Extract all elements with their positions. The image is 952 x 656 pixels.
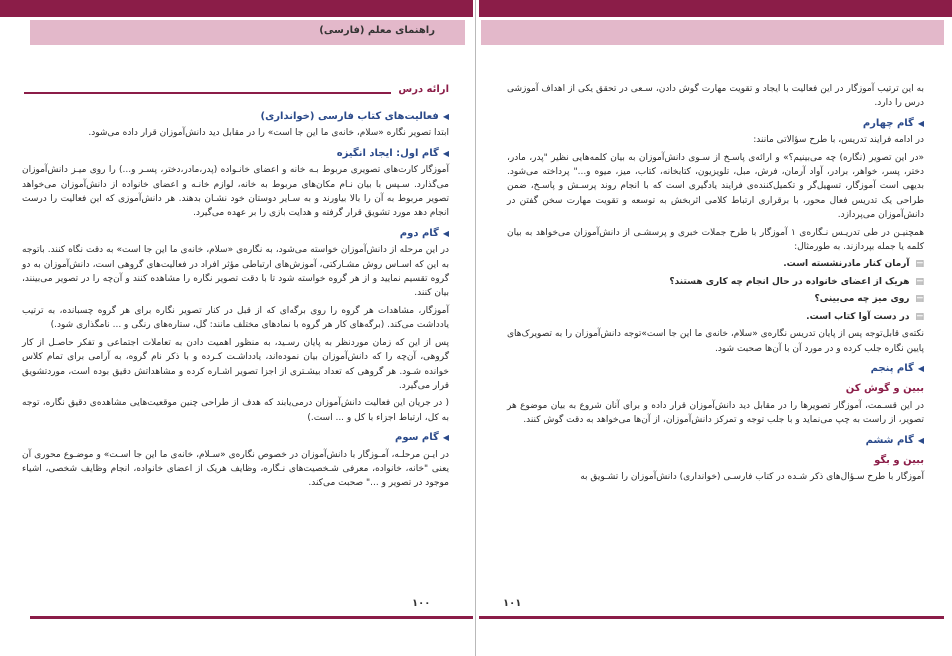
paragraph: به این ترتیب آموزگار در این فعالیت با ایجاد و تقویت مهارت گوش دادن، سـعی در تحقق یکی از اهداف آموزشی درس را دارد.	[507, 84, 924, 109]
left-page-content	[22, 104, 449, 494]
page-number: ۱۰۰	[412, 598, 431, 609]
top-color-bar	[479, 0, 952, 17]
subheading-see-and-say: ببین و بگو	[874, 454, 924, 466]
list-item: ▤هریک از اعضای خانواده در حال انجام چه کاری هستند؟	[669, 276, 924, 287]
header-band	[30, 20, 465, 45]
section-title-step6: ◀گام ششم	[865, 434, 924, 446]
left-page	[0, 0, 473, 656]
example-sentences-list	[507, 257, 924, 324]
paragraph: آموزگار، مشاهدات هر گروه را روی برگه‌ای که از قبل در کنار تصویر نگاره برای هر گروه چسبانده، به ترتیب یادداشت می‌کند. (برگه‌های کار هر گروه با نمادهای مختلف مانند: گل، ستاره‌های رنگی و ... نامگذاری شود.)	[22, 305, 449, 331]
paragraph: پس از این که زمان موردنظر به پایان رسـید، به منظور اهمیت دادن به تعاملات اجتماعی و تفکر حاصـل از کار گروهی، آن‌چه را که دانش‌آموزان بیان نموده‌اند، یادداشـت کـرده و با ذکر نام گروه، به آرامی برای تمام کلاس خوانده شـود. هر گروهی که تعداد بیشـتری از اجزا تصویر اشـاره کرده و مشاهداتش دقیق بوده است، موردتشویق قرار می‌گیرد.	[22, 337, 449, 391]
paragraph: «در این تصویر (نگاره) چه می‌بینیم؟» و ارائه‌ی پاسـخ از سـوی دانش‌آموزان به بیان کلمه‌هایی نظیر "پدر، مادر، دختر، پسر، خواهر، برادر، آواد آرمان، فرش، مبل، تلویزیون، کتابخانه، کتاب، میز، میوه و..." پرداخته می‌شود. بدیهی است آموزگار، تسهیل‌گر و تکمیل‌کننده‌ی فرایند یادگیری است که با انجام روند پرسـش و پاسـخ، ضمن طراحی یک تدریس فعال محور، با برقراری ارتباط کلامی اثربخش به توسعه و تقویت مهارت سخن گفتن در دانش‌آموزان می‌پردازد.	[507, 152, 924, 221]
paragraph: آموزگار با طرح سـؤال‌های ذکر شـده در کتاب فارسـی (خوانداری) دانش‌آموزان را تشـویق به	[580, 472, 924, 483]
paragraph: در این قسـمت، آموزگار تصویرها را در مقابل دید دانش‌آموزان قرار داده و برای آنان شروع به بیان موضوع هر تصویر، از راست به چپ می‌نماید و با جلب توجه و تمرکز دانش‌آموزان، از آن‌ها می‌خواهد به دقت گوش کنند.	[507, 400, 924, 426]
paragraph: نکته‌ی قابل‌توجه پس از پایان تدریس نگاره‌ی «سلام، خانه‌ی ما این جا است»توجه دانش‌آموزان را به تصویرک‌های پایین نگاره جلب کرده و در مورد آن با آن‌ها صحبت شود.	[507, 329, 924, 354]
triangle-right-icon: ◀	[442, 112, 449, 121]
triangle-right-icon: ◀	[442, 433, 449, 443]
lesson-heading-rule	[24, 92, 391, 94]
list-item: ▤روی میز چه می‌بینی؟	[814, 294, 924, 305]
book-icon: ▤	[915, 276, 924, 287]
page-number: ۱۰۱	[503, 598, 522, 609]
lesson-heading	[24, 84, 449, 100]
section-title-step3: ◀گام سوم	[395, 432, 449, 444]
triangle-right-icon: ◀	[442, 148, 449, 158]
list-item: ▤در دست آوا کتاب است.	[806, 311, 924, 322]
triangle-right-icon: ◀	[917, 118, 924, 128]
paragraph: ( در جریان این فعالیت دانش‌آموزان درمی‌یابند که هدف از طراحی چنین موقعیت‌هایی مشاهده‌ی دقیق نگاره، توجه به کل، ارتباط اجزاء با کل و ... است.)	[22, 398, 449, 423]
paragraph: در ادامه فرایند تدریس، با طرح سؤالاتی مانند:	[753, 135, 924, 146]
section-title-reading: ◀فعالیت‌های کتاب فارسی (خوانداری)	[260, 111, 449, 122]
section-title-step5: ◀گام پنجم	[870, 362, 924, 374]
section-title-step4: ◀گام چهارم	[862, 117, 924, 129]
right-page-content	[507, 82, 924, 488]
book-icon: ▤	[915, 294, 924, 305]
header-title: راهنمای معلم (فارسی)	[319, 25, 435, 36]
header-band	[481, 20, 944, 45]
bottom-rule	[479, 616, 944, 619]
top-color-bar	[0, 0, 473, 17]
list-item: ▤آرمان کنار مادرنشسته است.	[783, 259, 924, 270]
book-icon: ▤	[915, 259, 924, 270]
paragraph: ابتدا تصویر نگاره «سلام، خانه‌ی ما این جا است» را در مقابل دید دانش‌آموزان قرار داده می‌شود.	[88, 128, 449, 139]
subheading-see-and-listen: ببین و گوش کن	[845, 383, 924, 395]
right-page	[479, 0, 952, 656]
bottom-rule	[30, 616, 473, 619]
paragraph: آموزگار کارت‌های تصویری مربوط بـه خانه و اعضای خانـواده (پدر،مادر،دختر، پسـر و...) را روی میـز دانش‌آموزان می‌گذارد. سـپس با بیان نـام مکان‌های مربوط به خانه، لوازم خانـه و اعضای خانواده از دانش‌آموزان می‌خواهد تصویر مربوط به آن را بالا بیاورند و به سـایر دوستان خود نشـان بدهند. هر دانش‌آموزی که این فعالیت را درست انجام دهد مورد تشویق قرار گرفته و هدایت بازی را بر عهده می‌گیرد.	[22, 165, 449, 219]
paragraph: همچنیـن در طی تدریـس نـگاره‌ی ۱ آموزگار با طرح جملات خبری و پرسشـی از دانش‌آموزان می‌خواهد به بیان کلمه یا جمله بپردازند. به طورمثال:	[507, 227, 924, 253]
section-title-step1: ◀گام اول: ایجاد انگیزه	[336, 147, 449, 159]
paragraph: در ایـن مرحلـه، آمـوزگار با دانش‌آموزان در خصوص نگاره‌ی «سـلام، خانه‌ی ما این جا اسـت» و موضـوع محوری آن یعنی "خانه، خانواده، معرفی شـخصیت‌های نـگاره، وظایف هریک از اعضای خانواده، انجام وظایف شخصی، اشیاء موجود در تصویر و ..." صحبت می‌کند.	[22, 449, 449, 489]
spine-line	[475, 0, 476, 656]
triangle-right-icon: ◀	[442, 228, 449, 238]
lesson-heading-text: ارائه درس	[398, 84, 449, 95]
triangle-right-icon: ◀	[917, 363, 924, 373]
section-title-step2: ◀گام دوم	[399, 227, 449, 239]
triangle-right-icon: ◀	[917, 435, 924, 445]
book-icon: ▤	[915, 311, 924, 322]
paragraph: در این مرحله از دانش‌آموزان خواسته می‌شود، به نگاره‌ی «سلام، خانه‌ی ما این جا است» به دقت نگاه کنند. باتوجه به این که اسـاس روش مشـارکتی، آموزش‌های ارتباطی مؤثر افراد در فعالیت‌های گروهی است، دانش‌آموزان به دو گروه تقسیم نمایید و از هر گروه خواسته شود تا با دقت تصویر نگاره را مشاهده کنند و آن‌چه را در تصویر می‌بینند، بیان کنند.	[22, 245, 449, 299]
